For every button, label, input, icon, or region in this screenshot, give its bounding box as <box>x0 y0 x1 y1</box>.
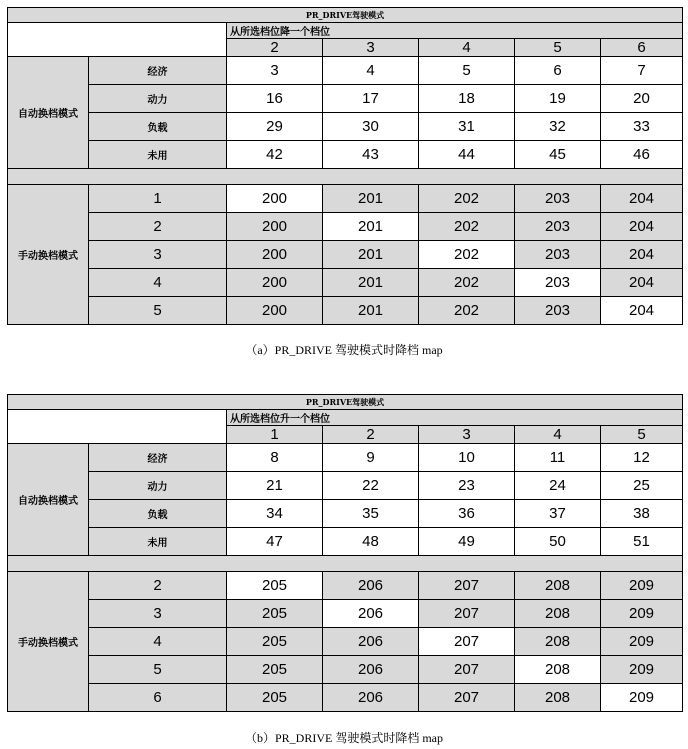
manual-mode-label: 手动换档模式 <box>8 572 89 712</box>
table-cell: 202 <box>419 241 515 269</box>
table-cell: 202 <box>419 297 515 325</box>
table-cell: 11 <box>515 444 601 472</box>
row-label: 动力 <box>89 85 227 113</box>
table-cell: 206 <box>323 684 419 712</box>
shift-map-table-b <box>7 394 683 712</box>
row-label: 5 <box>89 656 227 684</box>
row-label: 经济 <box>89 57 227 85</box>
table-cell: 38 <box>601 500 683 528</box>
table-cell: 49 <box>419 528 515 556</box>
table-cell: 37 <box>515 500 601 528</box>
table-cell: 8 <box>227 444 323 472</box>
table-cell: 205 <box>227 684 323 712</box>
table-cell: 21 <box>227 472 323 500</box>
table-cell: 209 <box>601 572 683 600</box>
table-cell: 31 <box>419 113 515 141</box>
table-cell: 4 <box>323 57 419 85</box>
table-cell: 17 <box>323 85 419 113</box>
table-cell: 208 <box>515 684 601 712</box>
table-cell: 201 <box>323 213 419 241</box>
manual-mode-label: 手动换档模式 <box>8 185 89 325</box>
table-title: PR_DRIVE驾驶模式 <box>8 8 683 23</box>
table-cell: 200 <box>227 269 323 297</box>
table-cell: 209 <box>601 656 683 684</box>
table-cell: 200 <box>227 241 323 269</box>
table-cell: 3 <box>227 57 323 85</box>
table-cell: 206 <box>323 628 419 656</box>
table-cell: 201 <box>323 185 419 213</box>
table-cell: 207 <box>419 628 515 656</box>
table-cell: 209 <box>601 600 683 628</box>
table-cell: 208 <box>515 628 601 656</box>
blank-corner <box>8 23 227 57</box>
column-header: 6 <box>601 39 683 57</box>
table-cell: 207 <box>419 656 515 684</box>
column-header: 2 <box>323 426 419 444</box>
table-cell: 206 <box>323 572 419 600</box>
table-cell: 208 <box>515 572 601 600</box>
table-cell: 204 <box>601 297 683 325</box>
table-cell: 10 <box>419 444 515 472</box>
table-cell: 204 <box>601 269 683 297</box>
table-cell: 208 <box>515 600 601 628</box>
table-cell: 50 <box>515 528 601 556</box>
table-cell: 203 <box>515 185 601 213</box>
caption-a: （a）PR_DRIVE 驾驶模式时降档 map <box>245 343 443 357</box>
row-label: 经济 <box>89 444 227 472</box>
table-cell: 200 <box>227 297 323 325</box>
table-cell: 204 <box>601 185 683 213</box>
table-cell: 204 <box>601 213 683 241</box>
blank-corner <box>8 410 227 444</box>
row-label: 4 <box>89 269 227 297</box>
table-cell: 16 <box>227 85 323 113</box>
table-cell: 205 <box>227 628 323 656</box>
table-cell: 51 <box>601 528 683 556</box>
table-cell: 42 <box>227 141 323 169</box>
table-cell: 202 <box>419 269 515 297</box>
table-cell: 35 <box>323 500 419 528</box>
table-cell: 205 <box>227 656 323 684</box>
row-label: 负载 <box>89 113 227 141</box>
table-cell: 32 <box>515 113 601 141</box>
row-label: 4 <box>89 628 227 656</box>
table-cell: 207 <box>419 684 515 712</box>
table-cell: 201 <box>323 297 419 325</box>
table-cell: 205 <box>227 572 323 600</box>
table-cell: 24 <box>515 472 601 500</box>
table-cell: 203 <box>515 269 601 297</box>
table-cell: 201 <box>323 241 419 269</box>
row-label: 2 <box>89 213 227 241</box>
auto-mode-label: 自动换档模式 <box>8 444 89 556</box>
table-cell: 46 <box>601 141 683 169</box>
table-cell: 203 <box>515 213 601 241</box>
table-cell: 12 <box>601 444 683 472</box>
row-label: 1 <box>89 185 227 213</box>
table-cell: 29 <box>227 113 323 141</box>
row-label: 5 <box>89 297 227 325</box>
table-cell: 6 <box>515 57 601 85</box>
table-cell: 36 <box>419 500 515 528</box>
table-title: PR_DRIVE驾驶模式 <box>8 395 683 410</box>
table-cell: 19 <box>515 85 601 113</box>
table-subtitle: 从所选档位降一个档位 <box>227 23 683 39</box>
row-label: 3 <box>89 600 227 628</box>
table-cell: 45 <box>515 141 601 169</box>
table-cell: 200 <box>227 185 323 213</box>
table-cell: 18 <box>419 85 515 113</box>
table-cell: 203 <box>515 241 601 269</box>
table-cell: 7 <box>601 57 683 85</box>
table-cell: 48 <box>323 528 419 556</box>
table-cell: 207 <box>419 600 515 628</box>
column-header: 5 <box>601 426 683 444</box>
row-label: 3 <box>89 241 227 269</box>
column-header: 1 <box>227 426 323 444</box>
section-divider <box>8 556 683 572</box>
table-cell: 44 <box>419 141 515 169</box>
shift-map-table-a <box>7 7 683 325</box>
table-cell: 30 <box>323 113 419 141</box>
table-cell: 207 <box>419 572 515 600</box>
table-cell: 25 <box>601 472 683 500</box>
row-label: 2 <box>89 572 227 600</box>
row-label: 负载 <box>89 500 227 528</box>
auto-mode-label: 自动换档模式 <box>8 57 89 169</box>
table-cell: 208 <box>515 656 601 684</box>
table-subtitle: 从所选档位升一个档位 <box>227 410 683 426</box>
column-header: 3 <box>419 426 515 444</box>
table-cell: 209 <box>601 628 683 656</box>
caption-b: （b）PR_DRIVE 驾驶模式时降档 map <box>244 731 443 745</box>
table-cell: 200 <box>227 213 323 241</box>
table-cell: 209 <box>601 684 683 712</box>
table-cell: 9 <box>323 444 419 472</box>
table-cell: 20 <box>601 85 683 113</box>
section-divider <box>8 169 683 185</box>
table-cell: 201 <box>323 269 419 297</box>
table-cell: 23 <box>419 472 515 500</box>
table-cell: 34 <box>227 500 323 528</box>
table-cell: 47 <box>227 528 323 556</box>
table-cell: 22 <box>323 472 419 500</box>
column-header: 2 <box>227 39 323 57</box>
table-cell: 203 <box>515 297 601 325</box>
row-label: 动力 <box>89 472 227 500</box>
table-cell: 202 <box>419 213 515 241</box>
column-header: 4 <box>419 39 515 57</box>
table-cell: 33 <box>601 113 683 141</box>
column-header: 3 <box>323 39 419 57</box>
table-cell: 205 <box>227 600 323 628</box>
table-cell: 206 <box>323 656 419 684</box>
row-label: 未用 <box>89 141 227 169</box>
row-label: 未用 <box>89 528 227 556</box>
table-cell: 5 <box>419 57 515 85</box>
column-header: 4 <box>515 426 601 444</box>
row-label: 6 <box>89 684 227 712</box>
table-cell: 202 <box>419 185 515 213</box>
table-cell: 204 <box>601 241 683 269</box>
table-cell: 206 <box>323 600 419 628</box>
column-header: 5 <box>515 39 601 57</box>
table-cell: 43 <box>323 141 419 169</box>
